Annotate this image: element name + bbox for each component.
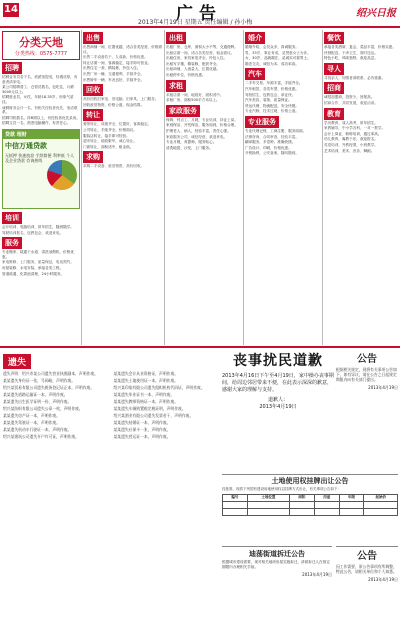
apology-notice [222, 350, 334, 472]
lost-notice-item: 绍兴某酒业有限公司遗失发票若干，声明作废。 [113, 413, 194, 418]
land-table-header: 用途 [314, 494, 339, 501]
classified-ad: 清洗地毯、沙发，上门服务。 [166, 145, 213, 150]
classified-ad: 学历教育、成人高考，常年招生。 [324, 120, 378, 125]
classified-ad: 招聘文员一名，熟悉电脑操作，有责任心。 [2, 121, 71, 126]
classified-ad: 出售轿车一辆，车况良好，手续齐全。 [83, 77, 145, 82]
classified-ad: 某公司招聘普工、仓管员数名，包吃住，月薪3000元以上。 [2, 85, 74, 94]
classified-ad: 招聘司机数名，持B照以上，有经验者优先录用。 [2, 115, 80, 120]
lost-notice-item: 遗失声明：绍兴市某公司遗失营业执照副本，声明作废。 [3, 371, 98, 376]
lost-notice-item: 某某遗失土地使用证一本，声明作废。 [113, 378, 179, 383]
table-row [223, 508, 398, 515]
section-heading: 专业服务 [245, 116, 279, 128]
section-heading: 婚介 [245, 32, 265, 44]
section-heading: 求租 [166, 80, 186, 92]
classified-ad: 家教辅导，中小学各科，一对一教学。 [324, 126, 386, 131]
section-heading: 培训 [2, 212, 22, 224]
classified-ad: 服装店转让，接手即可经营。 [83, 133, 130, 138]
classified-ad: 女，30岁，品貌端庄，觅诚实可靠男士。 [245, 56, 311, 61]
land-table-cell [247, 508, 289, 515]
classified-ad: 寻找亲人，知情者请联系，必有重谢。 [324, 75, 386, 80]
classified-ad: 转让店面一间，客源稳定，接手即可营业。 [83, 60, 152, 65]
classified-ad: 出租店面一间，适合各类经营，租金面议。 [166, 50, 235, 55]
classified-ad: 出售商铺一间，位置优越，适合各类经营，价格面议。 [83, 45, 163, 54]
classified-ad: 幼儿教育，寓教于乐，欢迎报名。 [324, 137, 378, 142]
classified-ad: 超市转让，地段繁华，诚心转让。 [83, 139, 137, 144]
classified-ad: 驾校招生，包教包会，拿证快。 [245, 92, 296, 97]
section-heading: 出租 [166, 32, 186, 44]
classified-ad: 出租写字楼，精装修，配套齐全。 [166, 61, 220, 66]
land-table-cell [314, 501, 339, 508]
lost-notices [3, 350, 218, 630]
section-divider [0, 346, 400, 348]
land-table-cell [290, 501, 315, 508]
lost-notice-item: 某某遗失车辆购置税完税证明，声明作废。 [113, 406, 186, 411]
classified-banner [2, 31, 80, 60]
section-heading: 汽车 [245, 68, 265, 80]
classified-ad: 出售二手设备若干，九成新，价格优惠。 [83, 55, 148, 60]
page-header [0, 0, 400, 28]
classified-ad: 特色小吃，风味独特，欢迎品尝。 [324, 56, 378, 61]
classified-ad: 回收废旧物资，价格公道，现金结算。 [83, 102, 145, 107]
land-table-cell [247, 501, 289, 508]
classified-ad: 诚招加盟商，投资少，回报高。 [324, 95, 375, 100]
classified-ad: 会计上岗证、职称培训，通过率高。 [324, 131, 382, 136]
land-table-cell [223, 501, 248, 508]
section-heading: 转让 [83, 109, 103, 121]
classified-ad: 招聘营业员，女性，年龄18-35岁，形象气质佳。 [2, 95, 74, 104]
notice-body: 因工作需要，原公告事项有所调整，特此公告，请相关单位和个人知悉。 [336, 564, 397, 574]
land-title: 土地使用权挂牌出让公告 [271, 477, 349, 485]
classified-ad: 开锁换锁，公安备案，随叫随到。 [245, 151, 299, 156]
page-title: 广告 [176, 4, 222, 24]
land-table-header: 编号 [223, 494, 248, 501]
classified-column-3 [166, 30, 242, 345]
land-body: 经批准，现将下列国有建设用地使用权以挂牌方式出让，有关事项公告如下： [222, 487, 341, 491]
land-table-cell [339, 501, 364, 508]
classified-ad: 会计培训、电脑培训，常年招生，随到随学。 [2, 224, 74, 229]
classified-ad: 出租住房，家具家电齐全，拎包入住。 [166, 56, 228, 61]
classified-ad: 招商合作，共同发展，欢迎洽谈。 [324, 100, 378, 105]
classified-ad: 招聘业务员若干名，底薪加提成，待遇优厚，有意者请来电。 [2, 75, 78, 84]
land-table-cell [364, 501, 398, 508]
classified-hotline: 分类热线：0575-7777 [14, 51, 68, 57]
apology-title: 丧事扰民道歉 [233, 353, 323, 369]
lost-notice-item: 某某遗失身份证一张，号码略，声明作废。 [3, 378, 76, 383]
land-table-cell [364, 508, 398, 515]
land-table-cell [339, 508, 364, 515]
notice-date: 2013年4月19日 [368, 577, 398, 582]
lost-notice-item: 某某遗失会计从业资格证，声明作废。 [113, 371, 179, 376]
lost-notice-item: 绍兴某纺织有限公司遗失公章一枚，声明作废。 [3, 406, 83, 411]
classified-ad: 艺术培训，美术、音乐、舞蹈。 [324, 148, 375, 153]
classified-ad: 出租停车位，价格优惠。 [166, 72, 206, 77]
classified-ad: 诚聘财务会计一名，有相关经验者优先，电话联系。 [2, 105, 78, 115]
classified-ad: 家庭保洁、开荒保洁，服务周到，价格合理。 [166, 123, 238, 128]
public-notice-2 [336, 546, 398, 631]
land-table-header: 土地位置 [247, 494, 289, 501]
column-rule [243, 30, 244, 345]
lost-notice-item: 某某遗失道路运输证一本，声明作废。 [3, 392, 68, 397]
classified-ad: 专业月嫂，育婴师，服务贴心。 [166, 140, 217, 145]
lost-notice-item: 绍兴某建筑公司遗失开户许可证，声明作废。 [3, 434, 79, 439]
lost-list [3, 371, 218, 441]
lost-notice-item: 某某遗失教师资格证一本，声明作废。 [113, 399, 179, 404]
lost-notice-item: 绍兴某贸易有限公司遗失税务登记证正本，声明作废。 [3, 385, 95, 390]
land-table-header: 面积 [290, 494, 315, 501]
classified-ad: 家政服务公司，诚信经营，欢迎来电。 [166, 134, 228, 139]
classified-ad: 承接各类酒席、宴会，菜品丰富，价格实惠。 [324, 45, 396, 49]
table-row [223, 501, 398, 508]
classified-ad: 驾驶培训报名，包教包会，欢迎来电。 [2, 230, 64, 235]
section-heading: 餐饮 [324, 32, 344, 44]
section-heading: 出售 [83, 32, 103, 44]
demolition-notice [222, 546, 332, 631]
classified-ad: 法律咨询、合同审查，经验丰富。 [245, 134, 299, 139]
lost-notice-item: 某某遗失社保卡一张，声明作废。 [113, 427, 171, 432]
classified-ad: 求租店面一间，地段好，面积适中。 [166, 92, 224, 97]
section-heading: 服务 [2, 237, 22, 249]
classified-ad: 家电维修、上门服务，质量保证，电话预约。 [2, 260, 74, 265]
land-auction-notice [222, 474, 398, 545]
demolition-body: 根据城市建设需要，现对相关地块房屋实施拆迁，请被拆迁人在规定期限内办理相关手续。 [222, 560, 330, 569]
classified-ad: 英语培训，外教授课，小班教学。 [324, 142, 378, 147]
classified-ad: 保姆、钟点工、月嫂，专业培训，持证上岗。 [166, 117, 238, 122]
classified-ad: 出租商铺，人流量大，位置优越。 [166, 67, 220, 72]
classified-ad: 餐馆转让，设施齐全，位置好，客源稳定。 [83, 122, 152, 127]
pie-graphic [47, 160, 77, 190]
classified-column-2 [83, 30, 163, 345]
apology-date: 2013年4月19日 [259, 404, 297, 410]
public-notice-1 [336, 350, 398, 472]
classified-ad: 护理老人、病人，经验丰富，责任心强。 [166, 128, 231, 133]
land-table [222, 494, 398, 516]
classified-ad: 出售厂房一幢，交通便利，手续齐全。 [83, 71, 145, 76]
classified-ad: 翻译服务，多语种，准确快捷。 [245, 140, 296, 145]
classified-column-1 [2, 30, 80, 345]
section-heading: 教育 [324, 108, 344, 120]
classified-ad: 婚恋交友，诚信为本，成功率高。 [245, 61, 299, 66]
lost-notice-item: 绍兴某印染有限公司遗失组织机构代码证，声明作废。 [113, 385, 205, 390]
newspaper-logo: 绍兴日报 [356, 8, 396, 19]
notice-title: 公告 [357, 551, 377, 562]
section-heading: 招商 [324, 82, 344, 94]
classified-ad: 管道疏通、化粪池清理，24小时服务。 [2, 271, 65, 276]
column-rule [164, 30, 165, 345]
land-table-header: 年限 [339, 494, 364, 501]
classified-ad: 汽车美容、装饰，质量保证。 [245, 98, 292, 103]
notice-date: 2013年4月19日 [368, 385, 398, 390]
classified-ad: 快餐配送，干净卫生，准时送达。 [324, 50, 378, 55]
lost-notice-item: 某某遗失驾驶证一本，声明作废。 [3, 420, 60, 425]
classified-ad: 求租厂房，面积500平方米以上。 [166, 98, 220, 103]
section-heading: 家政服务 [166, 105, 200, 117]
lost-notice-item: 某某遗失房产证一本，声明作废。 [3, 413, 60, 418]
column-rule [81, 30, 82, 345]
classified-ad: 专业搬家、疏通下水道、清洗油烟机，价格优惠。 [2, 250, 74, 259]
section-heading: 回收 [83, 84, 103, 96]
lost-notice-item: 某某遗失机动车行驶证一本，声明作废。 [3, 427, 72, 432]
classified-ad: 出售住宅一套，精装修，拎包入住。 [83, 66, 141, 71]
classified-ad: 婚姻介绍，会员众多，真诚服务。 [245, 45, 299, 49]
classified-ad: 高价回收旧家电、旧电脑、旧家具，上门服务。 [83, 97, 159, 102]
section-heading: 寻人 [324, 63, 344, 75]
classified-ad: 房屋装修、水电安装，承接各类工程。 [2, 265, 64, 270]
section-heading: 求购 [83, 151, 103, 163]
issue-meta: 2013年4月19日 星期五 责任编辑 / 孙小梅 [138, 19, 253, 26]
demolition-title: 迪荡街道拆迁公告 [249, 550, 305, 558]
classified-ad: 广告设计、印刷，价格优惠。 [245, 145, 292, 150]
lost-notice-item: 某某遗失毕业证书一本，声明作废。 [113, 392, 175, 397]
classified-column-5 [324, 30, 398, 345]
loan-ad-body: 无抵押 快速放款 手续简便 利率低 个人及企业贷款 咨询热线 [5, 152, 75, 163]
classified-ad: 汽车租赁，各类车型，价格优惠。 [245, 86, 299, 91]
classified-ad: 出租厂房、仓库，面积大小不等，交通便利。 [166, 45, 238, 49]
apology-signer: 道歉人： [267, 397, 288, 403]
lost-notice-item: 某某遗失出生医学证明一份，声明作废。 [3, 399, 72, 404]
classified-ad: 公司转让，手续齐全，价格面议。 [83, 127, 137, 132]
loan-ad-name: 中信万通贷款 [5, 141, 47, 150]
demolition-date: 2013年4月19日 [302, 571, 332, 577]
notice-body: 根据相关规定，现将有关事项公告如下，如有异议，请在公告之日起规定期限内向有关部门提出。 [336, 367, 397, 382]
notice-title: 公告 [357, 354, 377, 365]
column-rule [322, 30, 323, 345]
classified-ad: 货运代理、物流配送，安全快捷。 [245, 103, 299, 108]
loan-ad-header: 贷款 理财 [3, 130, 79, 139]
page-number: 14 [4, 4, 18, 15]
classified-ad: 门面转让，面积适中，租金低。 [83, 144, 134, 149]
lost-section-title: 遗失 [3, 354, 31, 369]
classified-ad: 专业代理记账、工商注册，服务周到。 [245, 128, 307, 133]
section-heading: 招聘 [2, 62, 22, 74]
classified-ad: 男，35岁，事业有成，觅贤惠女士为伴。 [245, 50, 311, 55]
land-table-cell [314, 508, 339, 515]
lost-notice-item: 某某遗失营运证一本，声明作废。 [113, 434, 171, 439]
classified-column-4 [245, 30, 321, 345]
classified-banner-title: 分类天地 [19, 36, 63, 49]
classified-ad: 专业汽修，技术过硬，价格公道。 [245, 109, 299, 114]
land-table-cell [290, 508, 315, 515]
lost-notice-item: 某某遗失结婚证一本，声明作废。 [113, 420, 171, 425]
land-table-cell [223, 508, 248, 515]
land-table-header: 起始价 [364, 494, 398, 501]
classified-ad: 求购二手设备、废旧物资，高价回收。 [83, 164, 145, 169]
classified-ad: 二手车交易，车源丰富，手续齐全。 [245, 81, 303, 86]
apology-body: 2013年4月16日下午至4月19日，家中操办丧事期间，给周边邻居带来不便，在此表示深深的歉意，感谢大家的理解与支持。 [222, 373, 334, 393]
loan-ad [2, 129, 80, 209]
